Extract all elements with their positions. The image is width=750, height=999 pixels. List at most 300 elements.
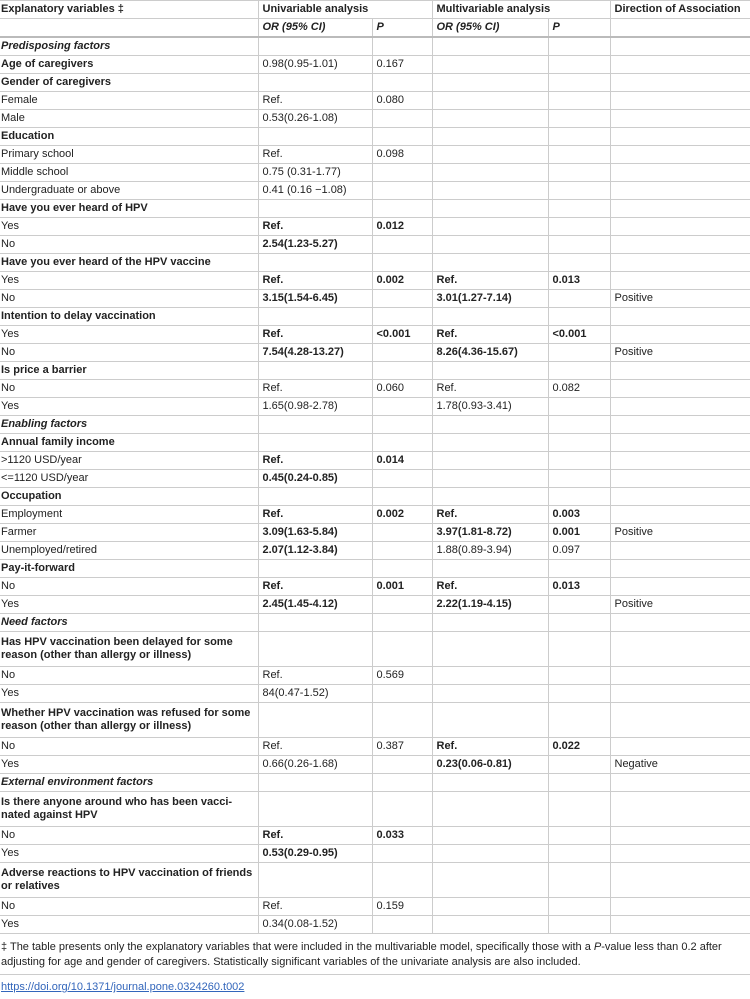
cell-uni-p xyxy=(372,254,432,272)
cell-uni-or: 0.75 (0.31-1.77) xyxy=(258,164,372,182)
cell-uni-p xyxy=(372,524,432,542)
cell-multi-or xyxy=(432,667,548,685)
table-row xyxy=(0,92,750,110)
cell-uni-or xyxy=(258,703,372,738)
cell-uni-p xyxy=(372,632,432,667)
cell-uni-p xyxy=(372,614,432,632)
cell-multi-p xyxy=(548,667,610,685)
table-row xyxy=(0,344,750,362)
cell-direction xyxy=(610,398,750,416)
cell-uni-or xyxy=(258,74,372,92)
cell-direction: Positive xyxy=(610,524,750,542)
row-label: Yes xyxy=(0,845,258,863)
cell-multi-p xyxy=(548,92,610,110)
cell-multi-p xyxy=(548,398,610,416)
table-row xyxy=(0,110,750,128)
row-label: Adverse reactions to HPV vaccination of friends or relatives xyxy=(0,863,258,898)
cell-multi-or xyxy=(432,92,548,110)
cell-direction xyxy=(610,56,750,74)
cell-uni-or xyxy=(258,200,372,218)
table-row xyxy=(0,182,750,200)
row-label: No xyxy=(0,738,258,756)
cell-uni-or: Ref. xyxy=(258,92,372,110)
cell-uni-p xyxy=(372,560,432,578)
cell-direction: Positive xyxy=(610,596,750,614)
cell-multi-p xyxy=(548,898,610,916)
cell-uni-or: Ref. xyxy=(258,326,372,344)
cell-uni-p: 0.167 xyxy=(372,56,432,74)
cell-multi-or xyxy=(432,916,548,934)
table-row xyxy=(0,37,750,56)
table-row xyxy=(0,667,750,685)
row-label: No xyxy=(0,344,258,362)
cell-direction xyxy=(610,452,750,470)
cell-uni-or: Ref. xyxy=(258,898,372,916)
cell-uni-p xyxy=(372,774,432,792)
row-label: No xyxy=(0,236,258,254)
cell-uni-p: 0.012 xyxy=(372,218,432,236)
header-row-2 xyxy=(0,19,750,38)
cell-uni-or: 7.54(4.28-13.27) xyxy=(258,344,372,362)
cell-uni-p xyxy=(372,470,432,488)
table-row xyxy=(0,506,750,524)
cell-multi-or xyxy=(432,164,548,182)
cell-direction xyxy=(610,898,750,916)
cell-uni-p xyxy=(372,685,432,703)
cell-uni-p xyxy=(372,542,432,560)
table-row xyxy=(0,326,750,344)
cell-direction: Negative xyxy=(610,756,750,774)
cell-multi-p xyxy=(548,560,610,578)
cell-multi-p xyxy=(548,416,610,434)
cell-multi-p xyxy=(548,703,610,738)
cell-multi-p xyxy=(548,774,610,792)
cell-multi-p xyxy=(548,236,610,254)
table-row xyxy=(0,542,750,560)
cell-uni-or: 3.15(1.54-6.45) xyxy=(258,290,372,308)
row-label: No xyxy=(0,827,258,845)
cell-multi-p xyxy=(548,164,610,182)
table-row xyxy=(0,756,750,774)
row-label: Yes xyxy=(0,916,258,934)
cell-uni-or: 0.53(0.26-1.08) xyxy=(258,110,372,128)
cell-direction xyxy=(610,578,750,596)
table-row xyxy=(0,488,750,506)
table-row xyxy=(0,596,750,614)
table-row xyxy=(0,236,750,254)
cell-multi-or xyxy=(432,614,548,632)
cell-uni-or: Ref. xyxy=(258,738,372,756)
row-label: No xyxy=(0,898,258,916)
cell-uni-p: 0.159 xyxy=(372,898,432,916)
cell-direction xyxy=(610,200,750,218)
table-row xyxy=(0,164,750,182)
cell-multi-p xyxy=(548,827,610,845)
doi-link[interactable]: https://doi.org/10.1371/journal.pone.0324260.t002 xyxy=(1,981,245,993)
cell-multi-or xyxy=(432,632,548,667)
cell-multi-or xyxy=(432,452,548,470)
table-row xyxy=(0,218,750,236)
row-label: Have you ever heard of the HPV vaccine xyxy=(0,254,258,272)
cell-uni-or: Ref. xyxy=(258,452,372,470)
cell-multi-p xyxy=(548,685,610,703)
section-label: Need factors xyxy=(0,614,258,632)
cell-multi-p xyxy=(548,146,610,164)
cell-direction xyxy=(610,37,750,56)
table-row xyxy=(0,56,750,74)
cell-multi-or xyxy=(432,110,548,128)
cell-multi-or xyxy=(432,236,548,254)
header-multi-or: OR (95% CI) xyxy=(432,19,548,38)
row-label: No xyxy=(0,290,258,308)
header-uni-p: P xyxy=(372,19,432,38)
cell-multi-p xyxy=(548,290,610,308)
cell-direction xyxy=(610,488,750,506)
cell-uni-or: 0.98(0.95-1.01) xyxy=(258,56,372,74)
cell-uni-or xyxy=(258,362,372,380)
row-label: Yes xyxy=(0,685,258,703)
cell-uni-or xyxy=(258,774,372,792)
cell-multi-or: 2.22(1.19-4.15) xyxy=(432,596,548,614)
cell-uni-or: Ref. xyxy=(258,506,372,524)
cell-direction xyxy=(610,182,750,200)
row-label: Male xyxy=(0,110,258,128)
cell-uni-or xyxy=(258,488,372,506)
row-label: Have you ever heard of HPV xyxy=(0,200,258,218)
row-label: Yes xyxy=(0,272,258,290)
table-row xyxy=(0,416,750,434)
table-row xyxy=(0,774,750,792)
cell-multi-or xyxy=(432,827,548,845)
cell-uni-p xyxy=(372,290,432,308)
cell-direction xyxy=(610,560,750,578)
cell-multi-p xyxy=(548,434,610,452)
header-blank xyxy=(0,19,258,38)
cell-direction xyxy=(610,667,750,685)
cell-multi-or xyxy=(432,845,548,863)
table-row xyxy=(0,74,750,92)
cell-multi-p xyxy=(548,254,610,272)
row-label: Unemployed/retired xyxy=(0,542,258,560)
row-label: Education xyxy=(0,128,258,146)
cell-multi-p xyxy=(548,596,610,614)
row-label: Yes xyxy=(0,756,258,774)
cell-uni-p xyxy=(372,182,432,200)
row-label: Is price a barrier xyxy=(0,362,258,380)
cell-uni-p xyxy=(372,128,432,146)
cell-multi-or xyxy=(432,560,548,578)
cell-multi-or: Ref. xyxy=(432,272,548,290)
cell-uni-p: 0.098 xyxy=(372,146,432,164)
cell-multi-p xyxy=(548,37,610,56)
cell-multi-or xyxy=(432,792,548,827)
cell-multi-p xyxy=(548,218,610,236)
cell-direction: Positive xyxy=(610,344,750,362)
cell-multi-or: 1.78(0.93-3.41) xyxy=(432,398,548,416)
cell-uni-p: 0.002 xyxy=(372,272,432,290)
table-row xyxy=(0,560,750,578)
table-row xyxy=(0,308,750,326)
cell-direction xyxy=(610,380,750,398)
cell-multi-or xyxy=(432,703,548,738)
cell-uni-p xyxy=(372,703,432,738)
table-row xyxy=(0,470,750,488)
cell-direction: Positive xyxy=(610,290,750,308)
cell-uni-or: Ref. xyxy=(258,218,372,236)
row-label: Whether HPV vaccination was refused for some reason (other than allergy or illness) xyxy=(0,703,258,738)
cell-uni-p: 0.001 xyxy=(372,578,432,596)
row-label: Female xyxy=(0,92,258,110)
cell-uni-or: Ref. xyxy=(258,146,372,164)
cell-uni-or: Ref. xyxy=(258,667,372,685)
cell-uni-p xyxy=(372,164,432,182)
cell-multi-p xyxy=(548,56,610,74)
cell-multi-or xyxy=(432,863,548,898)
cell-direction xyxy=(610,774,750,792)
cell-multi-p xyxy=(548,452,610,470)
cell-uni-p: 0.387 xyxy=(372,738,432,756)
cell-direction xyxy=(610,110,750,128)
cell-uni-p xyxy=(372,236,432,254)
table-row xyxy=(0,524,750,542)
table-row xyxy=(0,614,750,632)
table-row xyxy=(0,254,750,272)
cell-uni-or: 84(0.47-1.52) xyxy=(258,685,372,703)
cell-direction xyxy=(610,218,750,236)
row-label: Yes xyxy=(0,218,258,236)
cell-uni-or xyxy=(258,632,372,667)
cell-multi-p: 0.097 xyxy=(548,542,610,560)
header-blank xyxy=(610,19,750,38)
cell-direction xyxy=(610,164,750,182)
table-row xyxy=(0,434,750,452)
cell-uni-or: 0.53(0.29-0.95) xyxy=(258,845,372,863)
cell-multi-or xyxy=(432,308,548,326)
cell-multi-or: 1.88(0.89-3.94) xyxy=(432,542,548,560)
cell-multi-or: Ref. xyxy=(432,506,548,524)
cell-direction xyxy=(610,308,750,326)
cell-direction xyxy=(610,416,750,434)
table-body xyxy=(0,37,750,934)
row-label: Yes xyxy=(0,398,258,416)
cell-direction xyxy=(610,92,750,110)
cell-multi-p: 0.001 xyxy=(548,524,610,542)
table-row xyxy=(0,380,750,398)
row-label: Pay-it-forward xyxy=(0,560,258,578)
table-row xyxy=(0,452,750,470)
header-multi-p: P xyxy=(548,19,610,38)
cell-uni-p xyxy=(372,344,432,362)
cell-uni-p xyxy=(372,398,432,416)
cell-direction xyxy=(610,792,750,827)
cell-multi-or: Ref. xyxy=(432,578,548,596)
table-row xyxy=(0,792,750,827)
cell-uni-p xyxy=(372,362,432,380)
cell-direction xyxy=(610,470,750,488)
cell-uni-or: Ref. xyxy=(258,272,372,290)
cell-direction xyxy=(610,362,750,380)
cell-multi-or xyxy=(432,488,548,506)
table-row xyxy=(0,738,750,756)
cell-direction xyxy=(610,506,750,524)
cell-uni-p xyxy=(372,110,432,128)
cell-multi-or: Ref. xyxy=(432,738,548,756)
cell-multi-or xyxy=(432,254,548,272)
cell-multi-or: 0.23(0.06-0.81) xyxy=(432,756,548,774)
header-uni-or: OR (95% CI) xyxy=(258,19,372,38)
cell-uni-or xyxy=(258,434,372,452)
row-label: Yes xyxy=(0,326,258,344)
cell-multi-p: <0.001 xyxy=(548,326,610,344)
cell-multi-p: 0.003 xyxy=(548,506,610,524)
cell-multi-or xyxy=(432,182,548,200)
row-label: No xyxy=(0,578,258,596)
cell-uni-p xyxy=(372,756,432,774)
cell-multi-or xyxy=(432,128,548,146)
cell-uni-or: 0.34(0.08-1.52) xyxy=(258,916,372,934)
cell-uni-p xyxy=(372,308,432,326)
cell-uni-or xyxy=(258,37,372,56)
cell-multi-p xyxy=(548,344,610,362)
cell-uni-or xyxy=(258,254,372,272)
cell-uni-p xyxy=(372,792,432,827)
cell-uni-or: 2.54(1.23-5.27) xyxy=(258,236,372,254)
cell-direction xyxy=(610,128,750,146)
table-row xyxy=(0,845,750,863)
table-row xyxy=(0,578,750,596)
row-label: <=1120 USD/year xyxy=(0,470,258,488)
cell-multi-or xyxy=(432,218,548,236)
row-label: >1120 USD/year xyxy=(0,452,258,470)
cell-multi-or xyxy=(432,37,548,56)
cell-multi-or xyxy=(432,362,548,380)
cell-uni-or: 2.07(1.12-3.84) xyxy=(258,542,372,560)
cell-multi-or xyxy=(432,56,548,74)
cell-uni-p xyxy=(372,416,432,434)
cell-multi-or: Ref. xyxy=(432,380,548,398)
cell-uni-or xyxy=(258,863,372,898)
cell-direction xyxy=(610,542,750,560)
cell-multi-p xyxy=(548,614,610,632)
cell-uni-p: 0.080 xyxy=(372,92,432,110)
cell-multi-or xyxy=(432,146,548,164)
cell-multi-or xyxy=(432,74,548,92)
cell-uni-p: 0.002 xyxy=(372,506,432,524)
table-row xyxy=(0,685,750,703)
cell-multi-or: 8.26(4.36-15.67) xyxy=(432,344,548,362)
cell-multi-or: Ref. xyxy=(432,326,548,344)
cell-multi-p xyxy=(548,632,610,667)
cell-multi-or xyxy=(432,416,548,434)
cell-uni-or: Ref. xyxy=(258,578,372,596)
cell-multi-p: 0.082 xyxy=(548,380,610,398)
cell-multi-p xyxy=(548,470,610,488)
header-row-1 xyxy=(0,1,750,19)
footnote-text-2: -value less than 0.2 after adjusting for age and gender of caregivers. Statistically significant variables of the univariate analysis are also included. xyxy=(1,941,722,968)
cell-multi-or: 3.01(1.27-7.14) xyxy=(432,290,548,308)
cell-multi-p xyxy=(548,756,610,774)
cell-multi-p xyxy=(548,845,610,863)
row-label: Yes xyxy=(0,596,258,614)
cell-direction xyxy=(610,916,750,934)
row-label: Middle school xyxy=(0,164,258,182)
cell-uni-or: Ref. xyxy=(258,380,372,398)
cell-multi-p xyxy=(548,182,610,200)
cell-uni-p: 0.014 xyxy=(372,452,432,470)
section-label: Enabling factors xyxy=(0,416,258,434)
cell-multi-p xyxy=(548,488,610,506)
cell-uni-p xyxy=(372,845,432,863)
cell-direction xyxy=(610,845,750,863)
cell-uni-p xyxy=(372,916,432,934)
cell-uni-p: <0.001 xyxy=(372,326,432,344)
cell-uni-or: 1.65(0.98-2.78) xyxy=(258,398,372,416)
cell-multi-or xyxy=(432,898,548,916)
row-label: Occupation xyxy=(0,488,258,506)
cell-multi-or xyxy=(432,434,548,452)
cell-multi-or xyxy=(432,685,548,703)
table-row xyxy=(0,272,750,290)
cell-uni-p xyxy=(372,488,432,506)
cell-uni-or xyxy=(258,416,372,434)
table-row xyxy=(0,146,750,164)
table-row xyxy=(0,703,750,738)
header-direction: Direction of Association xyxy=(610,1,750,19)
section-label: Predisposing factors xyxy=(0,37,258,56)
cell-uni-or: Ref. xyxy=(258,827,372,845)
cell-multi-or xyxy=(432,470,548,488)
cell-multi-or: 3.97(1.81-8.72) xyxy=(432,524,548,542)
cell-uni-or: 0.66(0.26-1.68) xyxy=(258,756,372,774)
cell-multi-p xyxy=(548,916,610,934)
cell-direction xyxy=(610,703,750,738)
cell-multi-or xyxy=(432,200,548,218)
cell-uni-or xyxy=(258,128,372,146)
table-row xyxy=(0,128,750,146)
row-label: Intention to delay vaccination xyxy=(0,308,258,326)
cell-uni-or: 0.45(0.24-0.85) xyxy=(258,470,372,488)
cell-direction xyxy=(610,738,750,756)
cell-uni-p xyxy=(372,434,432,452)
row-label: Farmer xyxy=(0,524,258,542)
footnote-text: ‡ The table presents only the explanatory variables that were included in the multivariable model, specifically those with a xyxy=(1,941,594,953)
cell-uni-p xyxy=(372,200,432,218)
cell-multi-p xyxy=(548,74,610,92)
cell-uni-or xyxy=(258,308,372,326)
row-label: Age of caregivers xyxy=(0,56,258,74)
footnote-p: P xyxy=(593,941,602,953)
row-label: Primary school xyxy=(0,146,258,164)
cell-direction xyxy=(610,827,750,845)
cell-multi-p xyxy=(548,308,610,326)
cell-direction xyxy=(610,685,750,703)
cell-uni-p xyxy=(372,863,432,898)
cell-uni-or xyxy=(258,614,372,632)
cell-multi-p xyxy=(548,128,610,146)
cell-uni-p: 0.569 xyxy=(372,667,432,685)
row-label: Annual family income xyxy=(0,434,258,452)
cell-direction xyxy=(610,863,750,898)
cell-multi-or xyxy=(432,774,548,792)
cell-multi-p: 0.022 xyxy=(548,738,610,756)
cell-direction xyxy=(610,74,750,92)
cell-direction xyxy=(610,272,750,290)
cell-uni-p: 0.060 xyxy=(372,380,432,398)
cell-multi-p xyxy=(548,863,610,898)
section-label: External environment factors xyxy=(0,774,258,792)
header-multivariable: Multivariable analysis xyxy=(432,1,610,19)
cell-direction xyxy=(610,236,750,254)
